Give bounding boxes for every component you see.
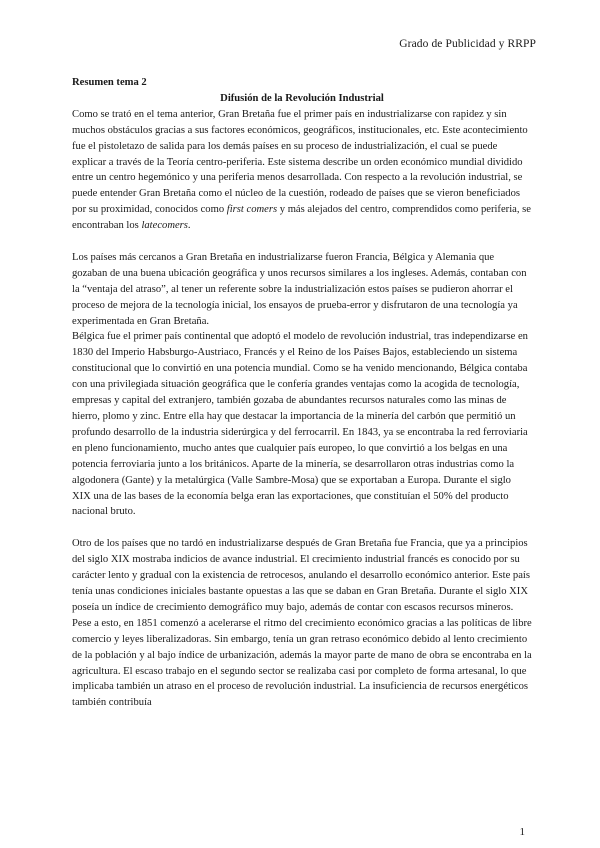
paragraph-francia: Otro de los países que no tardó en industrializarse después de Gran Bretaña fue Francia, que ya a principios del siglo XIX mostraba indicios de avance industrial. El crecimiento industrial francés es conocido por su carácter lento y gradual con la existencia de retrocesos, anulando el desarrollo económico anterior. Este país tenía unas condiciones iniciales bastante opuestas a las que se daban en Gran Bretaña. Durante el siglo XIX poseía un índice de crecimiento demográfico muy bajo, además de contar con escasos recursos mineros. Pese a esto, en 1851 comenzó a acelerarse el ritmo del crecimiento económico gracias a las políticas de libre comercio y leyes liberalizadoras. Sin embargo, tenía un gran retraso económico debido al lento crecimiento de la población y al bajo índice de urbanización, además la mayor parte de mano de obra se encontraba en la agricultura. El escaso trabajo en el segundo sector se realizaba casi por completo de forma artesanal, lo que implicaba también un atraso en el proceso de revolución industrial. La insuficiencia de recursos energéticos también contribuía [72,538,532,709]
paragraph-first-comers: Los países más cercanos a Gran Bretaña en industrializarse fueron Francia, Bélgica y Alemania que gozaban de una buena ubicación geográfica y unos recursos similares a los ingleses. Además, contaban con la “ventaja del atraso”, al tener un referente sobre la industrialización estos países se pudieron ahorrar el proceso de mejora de la tecnología inicial, los ensayos de prueba-error y disfrutaron de una tecnología ya experimentada en Gran Bretaña. [72,251,527,327]
page-header: Grado de Publicidad y RRPP [399,38,536,50]
paragraph-intro: Como se trató en el tema anterior, Gran Bretaña fue el primer país en industrializarse con rapidez y sin muchos obstáculos gracias a sus factores económicos, geográficos, institucionales, etc. Este acontecimiento fue el pistoletazo de salida para los demás países en su proceso de industrialización, el cual se puede explicar a través de la Teoría centro-periferia. Este sistema describe un orden económico mundial dividido entre un centro hegemónico y una periferia menos desarrollada. Con respecto a la revolución industrial, se puede entender Gran Bretaña como el núcleo de la cuestión, rodeado de países que se vieron beneficiados por su proximidad, conocidos como first comers y más alejados del centro, comprendidos como periferia, se encontraban los latecomers. [72,108,531,232]
document-body [72,75,532,711]
paragraph-belgica: Bélgica fue el primer país continental que adoptó el modelo de revolución industrial, tras independizarse en 1830 del Imperio Habsburgo-Austriaco, Francés y el Reino de los Países Bajos, estableciendo un sistema constitucional que lo convirtió en una potencia mundial. Como se ha venido mencionando, Bélgica contaba con una privilegiada situación geográfica que le confería grandes ventajas como la acogida de tecnología, empresas y capital del extranjero, también gozaba de abundantes recursos naturales como las minas de hierro, plomo y zinc. Entre ella hay que destacar la importancia de la minería del carbón que permitió un profundo desarrollo de la industria siderúrgica y del ferrocarril. En 1843, ya se encontraba la red ferroviaria en pleno funcionamiento, mucho antes que cualquier país europeo, lo que convirtió a los belgas en una potencia ferroviaria junto a los británicos. Aparte de la minería, se desarrollaron otras industrias como la algodonera (Gante) y la metalúrgica (Valle Sambre-Mosa) que se exportaban a Europa. Durante el siglo XIX una de las bases de la economía belga eran las exportaciones, que constituían el 50% del producto nacional bruto. [72,331,528,518]
section-label: Resumen tema 2 [72,77,147,88]
page-number: 1 [519,826,525,838]
term-latecomers: latecomers [141,220,188,232]
term-first-comers: first comers [226,204,278,216]
document-title: Difusión de la Revolución Industrial [220,92,384,104]
